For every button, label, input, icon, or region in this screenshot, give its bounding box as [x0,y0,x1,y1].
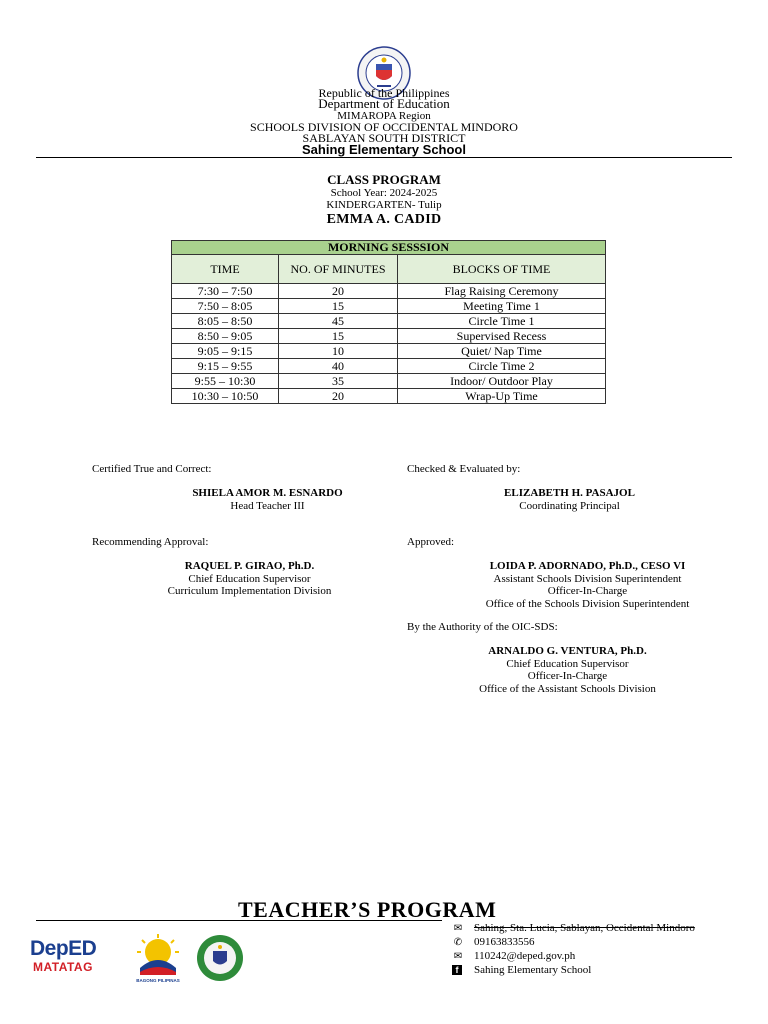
bagong-pilipinas-logo-icon [128,932,188,984]
head-teacher-name: SHIELA AMOR M. ESNARDO [192,487,343,499]
block-cell: Circle Time 2 [398,359,606,374]
minutes-cell: 20 [279,389,398,404]
phone-text: 09163833556 [474,936,535,948]
republic-line: Republic of the Philippines [318,86,450,100]
facebook-text: Sahing Elementary School [474,964,592,976]
phone-row [452,936,535,949]
email-row [452,950,575,963]
ces-name: RAQUEL P. GIRAO, Ph.D. [184,560,315,572]
table-row [172,389,606,404]
header-divider [36,157,732,158]
checked-label: Checked & Evaluated by: [407,463,521,475]
recommending-label: Recommending Approval: [92,536,209,548]
minutes-cell: 45 [279,314,398,329]
schedule-table [171,240,606,404]
block-cell: Flag Raising Ceremony [398,284,606,299]
table-row [172,299,606,314]
certified-label: Certified True and Correct: [92,463,212,475]
department-line: Department of Education [318,96,450,111]
head-teacher-title: Head Teacher III [230,499,305,512]
school-year: School Year: 2024-2025 [330,187,438,199]
deped-matatag-logo [30,938,122,982]
asds-block [430,560,745,610]
school-name: Sahing Elementary School [302,142,466,157]
time-cell: 9:55 – 10:30 [172,374,279,389]
minutes-cell: 20 [279,284,398,299]
asds-name: LOIDA P. ADORNADO, Ph.D., CESO VI [489,560,686,572]
column-header-blocks: BLOCKS OF TIME [398,255,606,284]
table-row [172,344,606,359]
table-row [172,314,606,329]
ces-division: Curriculum Implementation Division [167,585,332,597]
minutes-cell: 35 [279,374,398,389]
oic-block [410,645,725,695]
head-teacher-block [110,487,425,512]
matatag-logo-text: MATATAG [33,960,93,974]
ces-block [92,560,407,598]
time-cell: 7:50 – 8:05 [172,299,279,314]
footer-divider [36,920,442,921]
column-header-minutes: NO. OF MINUTES [279,255,398,284]
block-cell: Indoor/ Outdoor Play [398,374,606,389]
time-cell: 7:30 – 7:50 [172,284,279,299]
column-header-time: TIME [172,255,279,284]
oic-role: Officer-In-Charge [527,670,608,682]
minutes-cell: 40 [279,359,398,374]
time-cell: 9:05 – 9:15 [172,344,279,359]
asds-office: Office of the Schools Division Superintendent [485,597,690,610]
block-cell: Quiet/ Nap Time [398,344,606,359]
oic-title: Chief Education Supervisor [506,657,629,670]
table-row [172,359,606,374]
block-cell: Circle Time 1 [398,314,606,329]
phone-icon: ✆ [453,937,463,948]
school-seal-icon [192,933,248,983]
email-text: 110242@deped.gov.ph [474,950,576,962]
time-cell: 9:15 – 9:55 [172,359,279,374]
minutes-cell: 15 [279,299,398,314]
minutes-cell: 15 [279,329,398,344]
time-cell: 8:05 – 8:50 [172,314,279,329]
facebook-row [452,964,591,977]
session-header: MORNING SESSSION [172,241,606,255]
oic-name: ARNALDO G. VENTURA, Ph.D. [488,645,647,657]
address-text: Sahing, Sta. Lucia, Sablayan, Occidental Mindoro [474,922,695,934]
approved-label: Approved: [407,536,455,548]
minutes-cell: 10 [279,344,398,359]
asds-title: Assistant Schools Division Superintendent [493,572,682,585]
time-cell: 10:30 – 10:50 [172,389,279,404]
block-cell: Wrap-Up Time [398,389,606,404]
oic-office: Office of the Assistant Schools Division [479,682,656,695]
principal-title: Coordinating Principal [519,499,620,512]
teacher-name: EMMA A. CADID [326,212,442,227]
block-cell: Supervised Recess [398,329,606,344]
authority-label: By the Authority of the OIC-SDS: [407,621,558,633]
block-cell: Meeting Time 1 [398,299,606,314]
principal-name: ELIZABETH H. PASAJOL [504,487,635,499]
asds-oic: Officer-In-Charge [547,585,628,597]
address-row [452,922,695,935]
mail-icon: ✉ [453,923,463,934]
bagong-pilipinas-text: BAGONG PILIPINAS [136,978,180,983]
district-line: SABLAYAN SOUTH DISTRICT [302,131,466,145]
ces-title: Chief Education Supervisor [188,572,311,585]
region-line: MIMAROPA Region [337,110,431,122]
deped-logo-text: DepED [30,937,97,960]
facebook-icon: f [452,965,462,975]
table-row [172,329,606,344]
program-title: CLASS PROGRAM [327,172,441,187]
principal-block [412,487,727,512]
footer-title: TEACHER’S PROGRAM [238,897,497,922]
table-row [172,374,606,389]
division-line: SCHOOLS DIVISION OF OCCIDENTAL MINDORO [250,120,518,134]
time-cell: 8:50 – 9:05 [172,329,279,344]
table-row [172,284,606,299]
envelope-icon: ✉ [453,951,463,962]
section-name: KINDERGARTEN- Tulip [326,199,442,211]
